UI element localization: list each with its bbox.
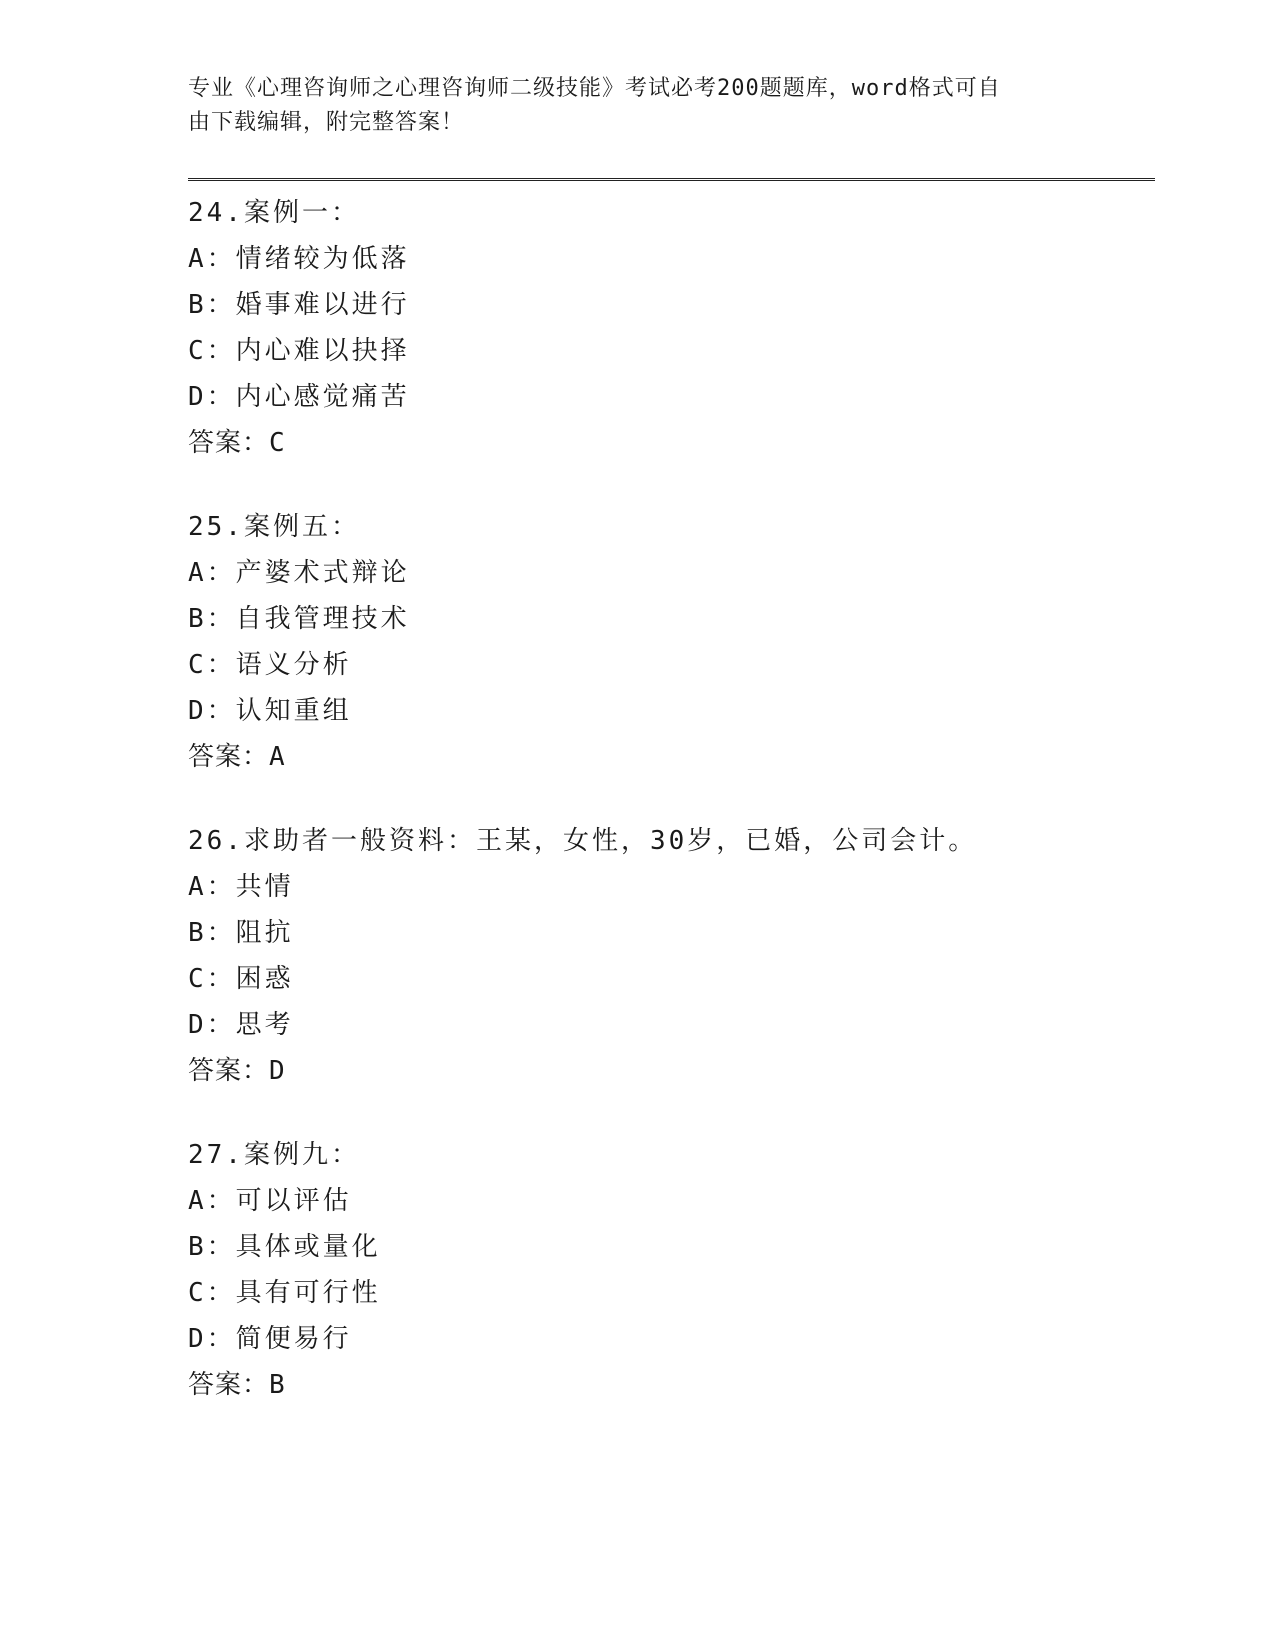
header-line-1: 专业《心理咨询师之心理咨询师二级技能》考试必考200题题库，word格式可自 xyxy=(188,76,1001,101)
question-stem: 25.案例五： xyxy=(188,512,360,542)
option-b: B：具体或量化 xyxy=(188,1232,381,1262)
answer-value: C xyxy=(269,428,286,458)
question-stem: 24.案例一： xyxy=(188,198,360,228)
option-a: A：共情 xyxy=(188,872,294,902)
option-c: C：语义分析 xyxy=(188,650,352,680)
option-d: D：简便易行 xyxy=(188,1324,352,1354)
option-c: C：困惑 xyxy=(188,964,294,994)
option-a: A：可以评估 xyxy=(188,1186,352,1216)
option-d: D：内心感觉痛苦 xyxy=(188,382,410,412)
option-b: B：阻抗 xyxy=(188,918,294,948)
option-b: B：婚事难以进行 xyxy=(188,290,410,320)
question-24 xyxy=(188,190,1155,466)
answer-value: B xyxy=(269,1370,286,1400)
question-stem: 26.求助者一般资料：王某，女性，30岁，已婚，公司会计。 xyxy=(188,826,978,856)
answer-label: 答案： xyxy=(188,1370,270,1400)
question-26 xyxy=(188,818,1155,1094)
question-list xyxy=(188,190,1155,1446)
answer-line xyxy=(188,734,1155,780)
option-d: D：思考 xyxy=(188,1010,294,1040)
answer-label: 答案： xyxy=(188,742,270,772)
option-a: A：产婆术式辩论 xyxy=(188,558,410,588)
answer-value: D xyxy=(269,1056,286,1086)
option-c: C：具有可行性 xyxy=(188,1278,381,1308)
option-d: D：认知重组 xyxy=(188,696,352,726)
answer-value: A xyxy=(269,742,286,772)
answer-label: 答案： xyxy=(188,1056,270,1086)
answer-line xyxy=(188,420,1155,466)
header-divider xyxy=(188,178,1155,181)
answer-line xyxy=(188,1362,1155,1408)
option-b: B：自我管理技术 xyxy=(188,604,410,634)
option-a: A：情绪较为低落 xyxy=(188,244,410,274)
option-c: C：内心难以抉择 xyxy=(188,336,410,366)
question-27 xyxy=(188,1132,1155,1408)
document-header xyxy=(188,72,1088,140)
answer-line xyxy=(188,1048,1155,1094)
question-stem: 27.案例九： xyxy=(188,1140,360,1170)
answer-label: 答案： xyxy=(188,428,270,458)
header-line-2: 由下载编辑，附完整答案！ xyxy=(188,110,465,135)
question-25 xyxy=(188,504,1155,780)
